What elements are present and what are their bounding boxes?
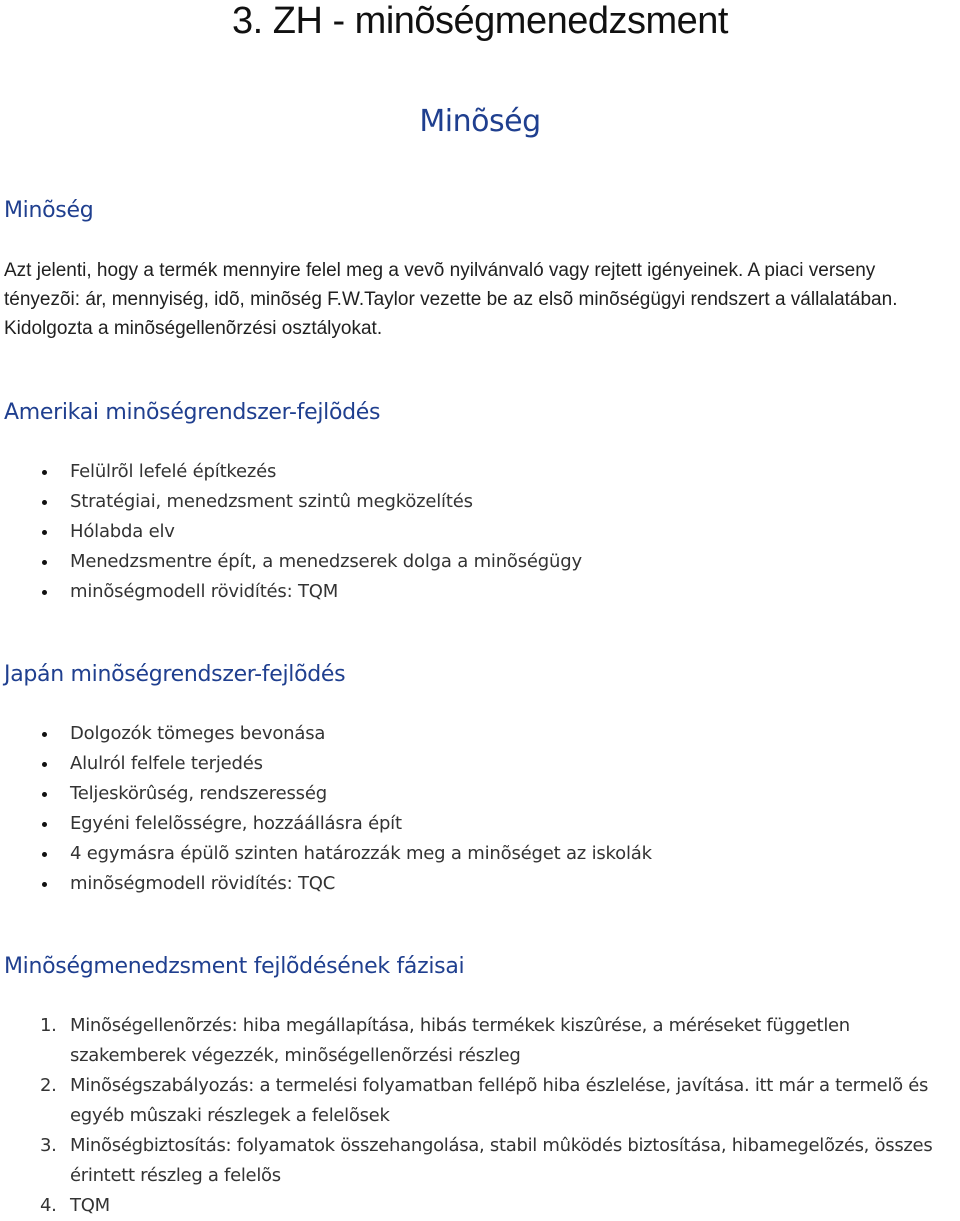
list-item [0,779,652,809]
list-item [0,517,582,547]
bullet-icon [42,590,47,595]
list-item [0,457,582,487]
list-item-text: Teljeskörûség, rendszeresség [70,783,327,804]
bullet-icon [42,530,47,535]
list-item [0,1131,960,1191]
list-item-text: Alulról felfele terjedés [70,753,263,774]
bullet-icon [42,762,47,767]
list-fazisok [0,1011,960,1221]
heading-japan: Japán minõségrendszer-fejlõdés [4,662,346,687]
list-item-number: 1. [40,1015,57,1036]
list-item [0,719,652,749]
list-item [0,869,652,899]
list-item [0,1011,960,1071]
list-item [0,809,652,839]
list-item-text: Minõségellenõrzés: hiba megállapítása, hibás termékek kiszûrése, a méréseket független szakemberek végezzék, minõségellenõrzési részleg [70,1015,850,1066]
list-item-text: Dolgozók tömeges bevonása [70,723,326,744]
list-item-text: TQM [70,1195,110,1216]
section-title: Minõség [419,104,541,139]
list-item [0,547,582,577]
list-item [0,1071,960,1131]
bullet-icon [42,560,47,565]
bullet-icon [42,470,47,475]
list-item [0,1191,960,1221]
heading-fazisok: Minõségmenedzsment fejlõdésének fázisai [4,954,465,979]
list-item-number: 2. [40,1075,57,1096]
bullet-icon [42,852,47,857]
bullet-icon [42,792,47,797]
heading-minoseg: Minõség [4,198,94,223]
list-item-text: minõségmodell rövidítés: TQC [70,873,336,894]
paragraph-minoseg-definition: Azt jelenti, hogy a termék mennyire felel meg a vevõ nyilvánvaló vagy rejtett igényeinek. A piaci verseny tényezõi: ár, mennyiség, idõ, minõség F.W.Taylor vezette be az elsõ minõségügyi rendszert a vállalatában. Kidolgozta a minõségellenõrzési osztályokat. [4,260,898,339]
list-item [0,487,582,517]
list-japan [0,719,652,899]
document-title: 3. ZH - minõségmenedzsment [232,0,728,42]
list-item-text: Hólabda elv [70,521,175,542]
list-item-text: Menedzsmentre épít, a menedzserek dolga a minõségügy [70,551,582,572]
list-item-number: 3. [40,1135,57,1156]
list-item-text: Stratégiai, menedzsment szintû megközelítés [70,491,473,512]
list-item-text: Felülrõl lefelé építkezés [70,461,277,482]
bullet-icon [42,732,47,737]
list-item [0,749,652,779]
bullet-icon [42,500,47,505]
heading-amerikai: Amerikai minõségrendszer-fejlõdés [4,400,381,425]
list-item [0,839,652,869]
list-item [0,577,582,607]
list-item-number: 4. [40,1195,57,1216]
bullet-icon [42,882,47,887]
bullet-icon [42,822,47,827]
list-item-text: Egyéni felelõsségre, hozzáállásra épít [70,813,402,834]
list-item-text: 4 egymásra épülõ szinten határozzák meg a minõséget az iskolák [70,843,652,864]
list-amerikai [0,457,582,607]
list-item-text: Minõségbiztosítás: folyamatok összehangolása, stabil mûködés biztosítása, hibamegelõzés, összes érintett részleg a felelõs [70,1135,933,1186]
list-item-text: Minõségszabályozás: a termelési folyamatban fellépõ hiba észlelése, javítása. itt már a termelõ és egyéb mûszaki részlegek a felelõsek [70,1075,929,1126]
list-item-text: minõségmodell rövidítés: TQM [70,581,339,602]
